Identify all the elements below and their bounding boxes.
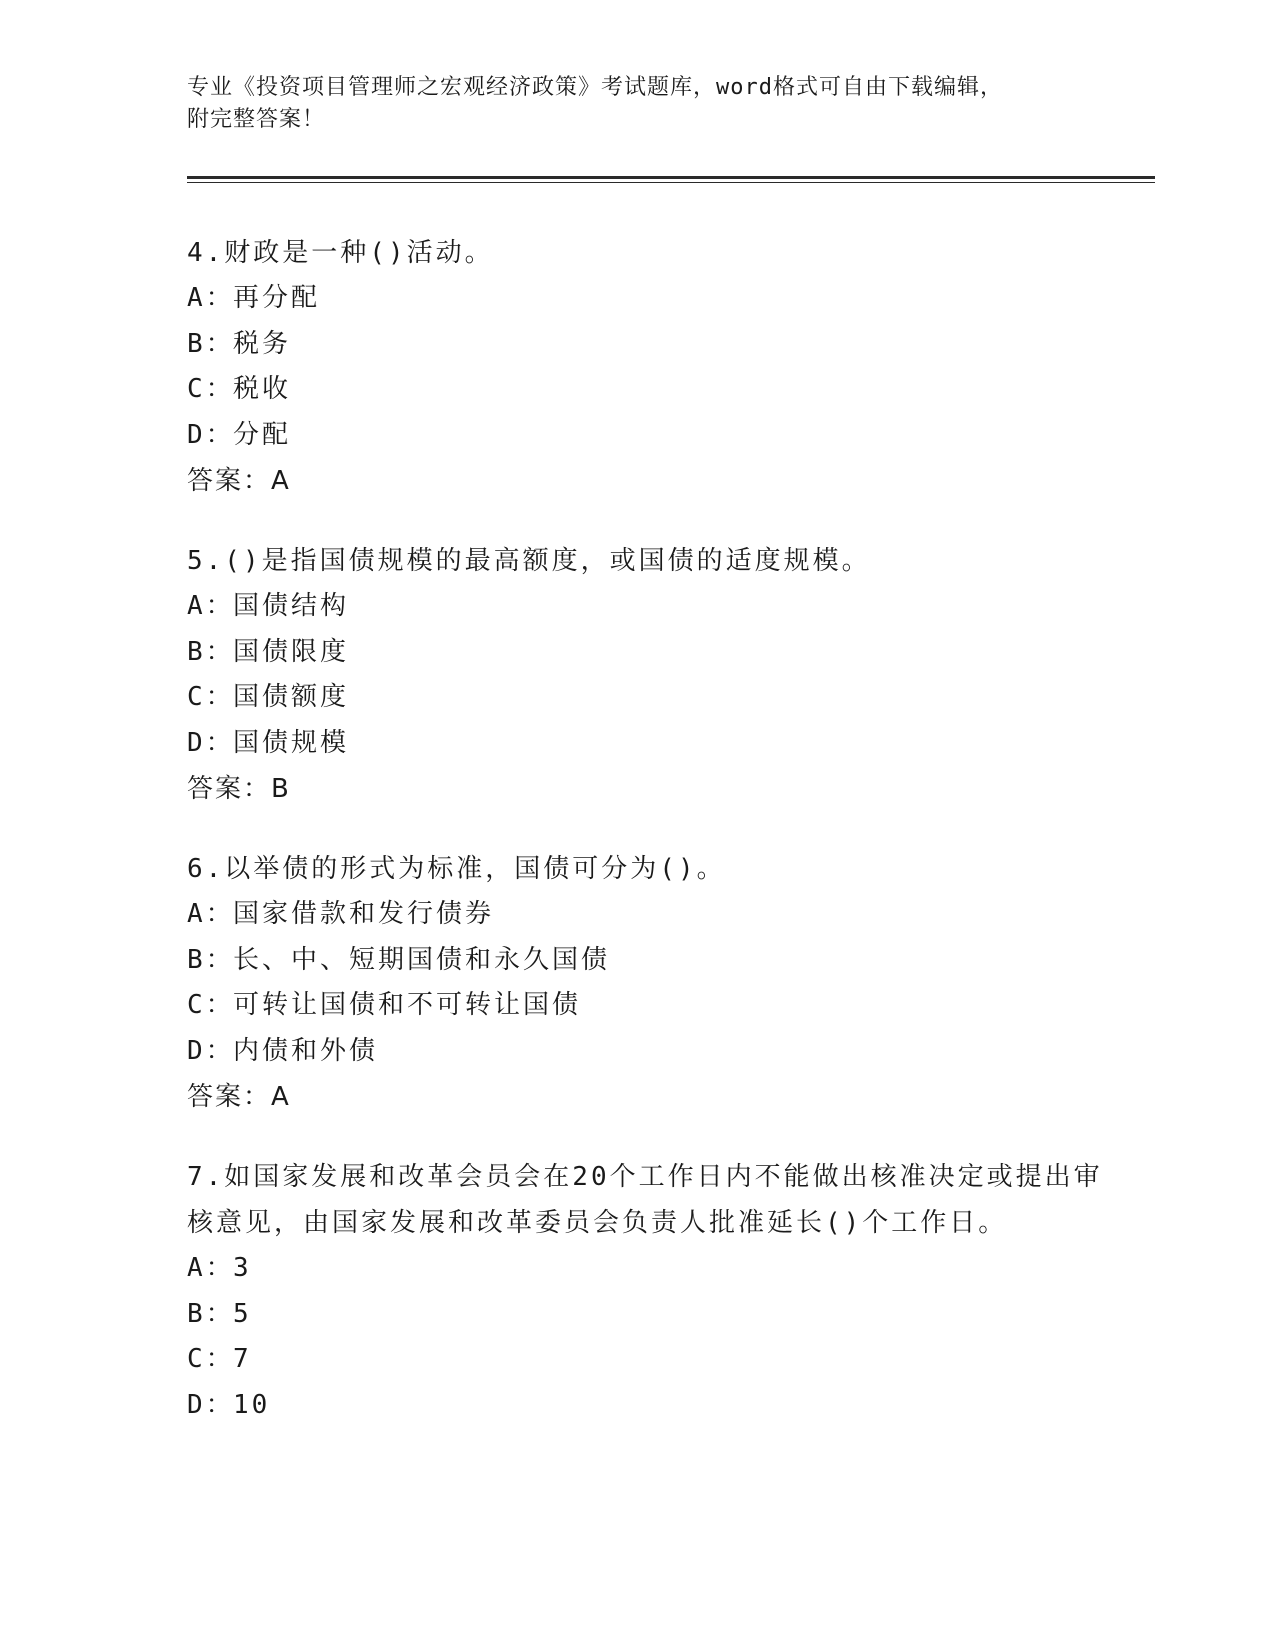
option-a — [187, 584, 1127, 630]
header-divider-thin — [187, 182, 1155, 183]
option-key: C： — [187, 374, 235, 404]
header-line-1: 专业《投资项目管理师之宏观经济政策》考试题库，word格式可自由下载编辑， — [187, 75, 1003, 100]
option-a — [187, 892, 1127, 938]
question-6 — [187, 846, 1127, 1120]
option-key: B： — [187, 328, 235, 359]
option-text: 10 — [233, 1389, 271, 1420]
option-b — [187, 322, 1127, 368]
option-c — [187, 367, 1127, 413]
question-stem: 4.财政是一种()活动。 — [187, 238, 494, 268]
document-header — [187, 72, 1087, 136]
option-key: A： — [187, 1253, 235, 1283]
option-key: D： — [187, 1389, 235, 1420]
question-stem: 6.以举债的形式为标准，国债可分为()。 — [187, 854, 726, 884]
option-b — [187, 938, 1127, 984]
option-key: C： — [187, 990, 235, 1020]
option-key: D： — [187, 1035, 235, 1066]
option-text: 内债和外债 — [233, 1035, 379, 1066]
option-text: 税收 — [233, 374, 292, 404]
question-7 — [187, 1154, 1127, 1428]
option-key: B： — [187, 944, 235, 975]
answer-line: 答案：A — [187, 466, 291, 496]
option-key: D： — [187, 419, 235, 450]
option-text: 可转让国债和不可转让国债 — [233, 990, 582, 1020]
option-key: D： — [187, 727, 235, 758]
option-key: A： — [187, 283, 235, 313]
option-text: 再分配 — [233, 283, 321, 313]
option-d — [187, 413, 1127, 459]
option-key: B： — [187, 1298, 235, 1329]
option-c — [187, 1337, 1127, 1383]
question-stem: 5.()是指国债规模的最高额度，或国债的适度规模。 — [187, 546, 871, 576]
header-divider-thick — [187, 176, 1155, 179]
option-text: 7 — [233, 1344, 252, 1374]
question-list — [187, 230, 1127, 1462]
option-text: 国债结构 — [233, 591, 350, 621]
question-4 — [187, 230, 1127, 504]
option-text: 长、中、短期国债和永久国债 — [233, 944, 611, 975]
option-key: C： — [187, 682, 235, 712]
option-d — [187, 721, 1127, 767]
header-line-2: 附完整答案！ — [187, 107, 326, 132]
option-key: A： — [187, 591, 235, 621]
option-key: C： — [187, 1344, 235, 1374]
question-5 — [187, 538, 1127, 812]
option-a — [187, 276, 1127, 322]
option-key: B： — [187, 636, 235, 667]
option-d — [187, 1029, 1127, 1075]
option-text: 国家借款和发行债券 — [233, 899, 495, 929]
option-b — [187, 630, 1127, 676]
option-text: 5 — [233, 1298, 252, 1329]
question-stem: 7.如国家发展和改革会员会在20个工作日内不能做出核准决定或提出审核意见，由国家发展和改革委员会负责人批准延长()个工作日。 — [187, 1162, 1103, 1238]
option-text: 分配 — [233, 419, 292, 450]
answer-line: 答案：A — [187, 1082, 291, 1112]
option-c — [187, 983, 1127, 1029]
option-text: 税务 — [233, 328, 292, 359]
option-key: A： — [187, 899, 235, 929]
option-text: 国债限度 — [233, 636, 350, 667]
answer-line: 答案：B — [187, 774, 291, 804]
option-text: 3 — [233, 1253, 252, 1283]
option-d — [187, 1383, 1127, 1429]
option-c — [187, 675, 1127, 721]
option-text: 国债规模 — [233, 727, 350, 758]
option-b — [187, 1292, 1127, 1338]
option-a — [187, 1246, 1127, 1292]
option-text: 国债额度 — [233, 682, 350, 712]
